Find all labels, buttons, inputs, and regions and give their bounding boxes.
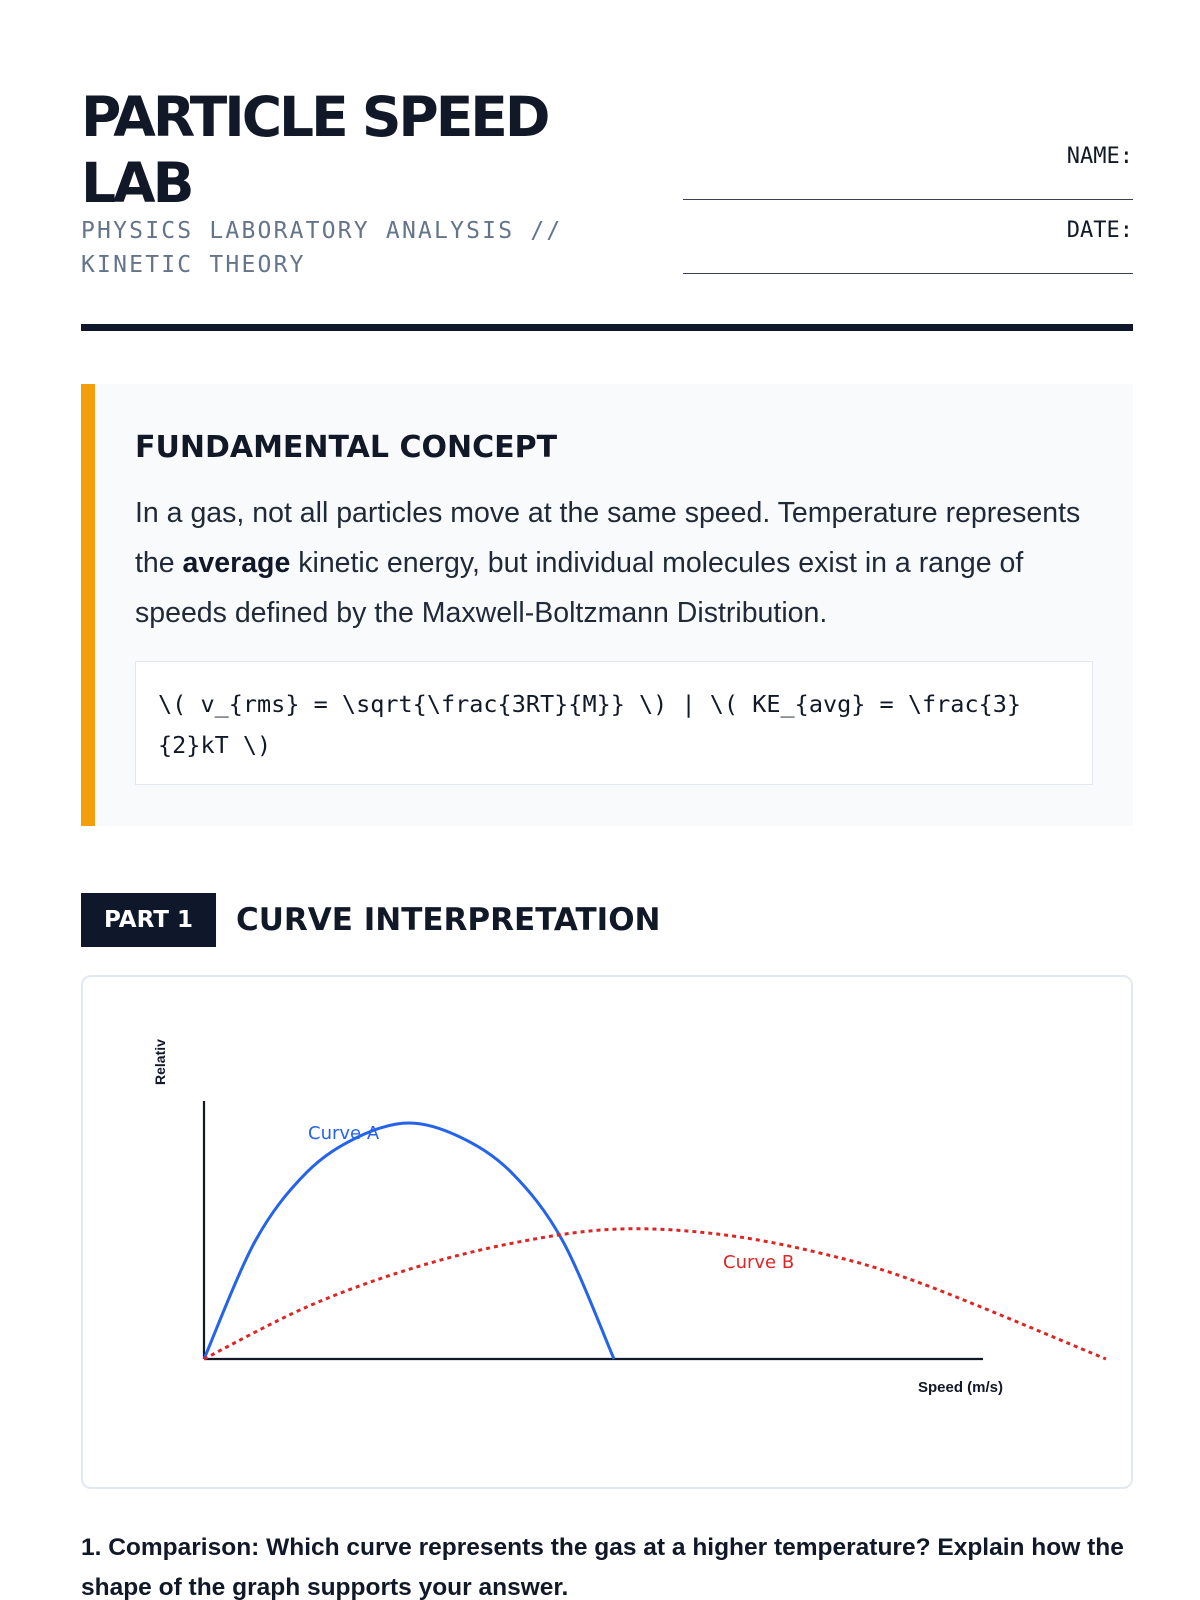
series-line-curve-b — [204, 1229, 1106, 1359]
name-underline — [683, 199, 1133, 200]
header-divider — [81, 324, 1133, 331]
concept-text-start: In a gas, not all particles move at the same speed. Temperature represents the — [135, 497, 1081, 579]
chart-card — [81, 975, 1133, 1489]
name-field[interactable] — [683, 144, 1133, 200]
date-field[interactable] — [683, 218, 1133, 274]
name-label: NAME: — [1066, 144, 1133, 169]
series-line-curve-a — [204, 1123, 614, 1359]
date-label: DATE: — [1066, 218, 1133, 243]
formula-box: \( v_{rms} = \sqrt{\frac{3RT}{M}} \) | \( KE_{avg} = \frac{3}{2}kT \) — [135, 661, 1093, 785]
curve-b-label: Curve B — [723, 1252, 795, 1273]
curve-a-label: Curve A — [308, 1123, 380, 1144]
concept-text-end: kinetic energy, but individual molecules exist in a range of speeds defined by the Maxwell-Boltzmann Distribution. — [135, 547, 1024, 629]
speed-distribution-chart — [83, 977, 1135, 1491]
page-subtitle: PHYSICS LABORATORY ANALYSIS // KINETIC THEORY — [81, 218, 563, 278]
concept-title: FUNDAMENTAL CONCEPT — [135, 430, 558, 465]
page-title: PARTICLE SPEED LAB — [81, 85, 548, 215]
concept-text-bold: average — [182, 547, 291, 579]
y-axis-label: Relativ — [152, 1039, 168, 1085]
part-title: CURVE INTERPRETATION — [236, 902, 661, 938]
series-layer — [204, 1123, 1106, 1359]
part-badge: PART 1 — [81, 893, 216, 947]
x-axis-label: Speed (m/s) — [917, 1379, 1003, 1396]
concept-text — [135, 488, 1105, 638]
concept-callout — [81, 384, 1133, 826]
worksheet-header — [81, 84, 1133, 330]
question-1: 1. Comparison: Which curve represents the gas at a higher temperature? Explain how the shape of the graph supports your answer. — [81, 1534, 1124, 1600]
date-underline — [683, 273, 1133, 274]
